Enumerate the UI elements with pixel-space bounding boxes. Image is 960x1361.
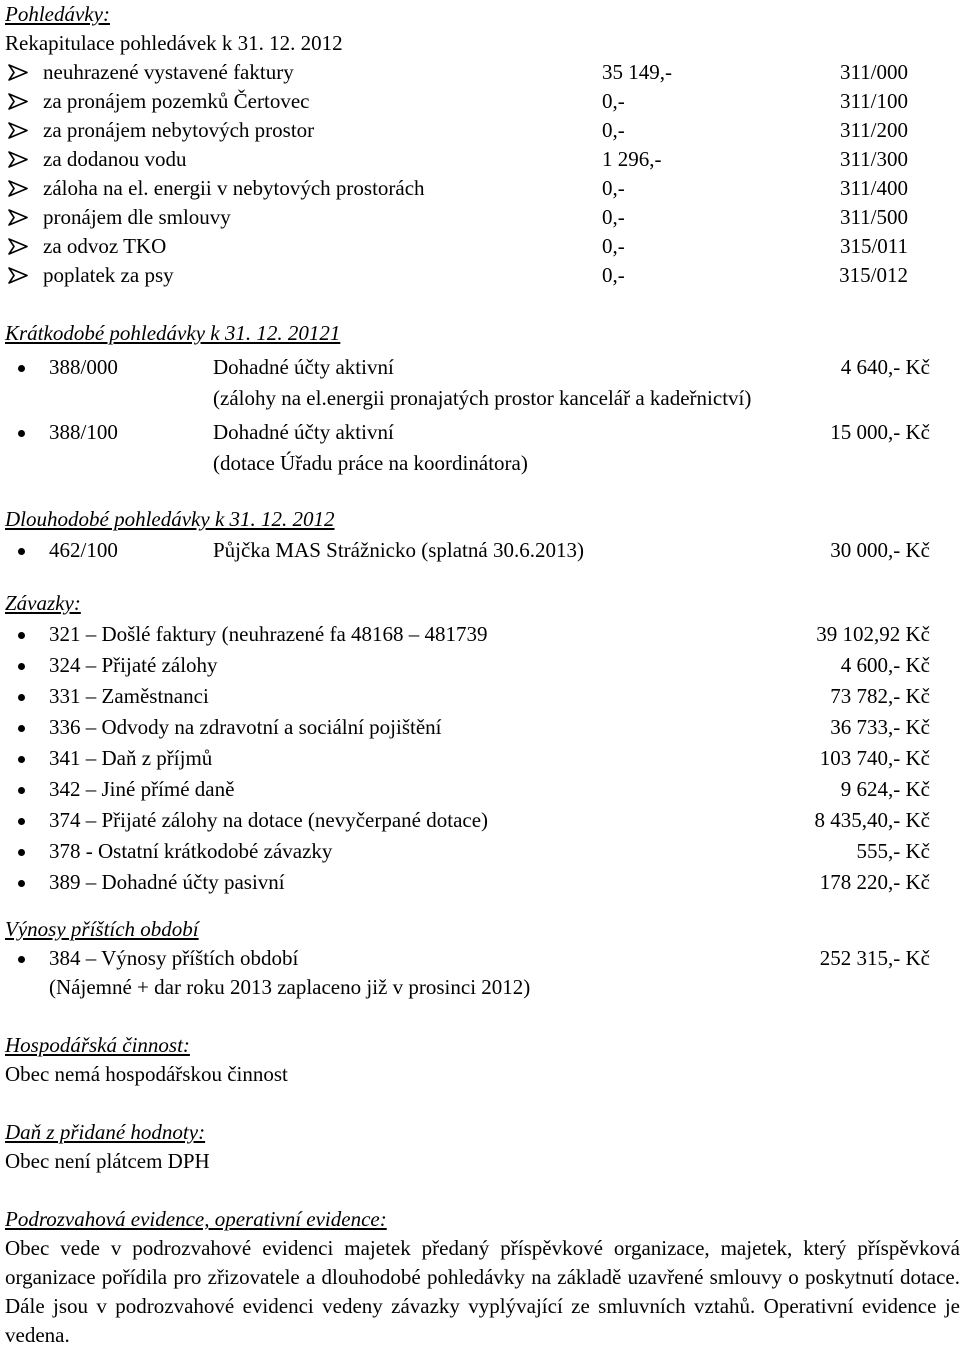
liability-value: 9 624,- Kč	[840, 777, 930, 801]
short-term-desc: Dohadné účty aktivní	[213, 355, 394, 379]
arrowhead-icon	[7, 232, 31, 261]
arrowhead-icon	[7, 58, 31, 87]
receivable-account: 315/012	[839, 263, 908, 287]
vat-heading: Daň z přidané hodnoty:	[5, 1120, 206, 1144]
receivable-account: 311/000	[839, 60, 908, 84]
short-term-code: 388/100	[49, 420, 118, 444]
short-term-note-row	[5, 384, 960, 418]
bullet-icon	[18, 787, 25, 794]
liability-text: 336 – Odvody na zdravotní a sociální pojištění	[49, 715, 442, 739]
liability-row	[5, 713, 960, 744]
arrowhead-icon	[7, 145, 31, 174]
short-term-heading: Krátkodobé pohledávky k 31. 12. 20121	[5, 321, 341, 345]
liability-text: 389 – Dohadné účty pasivní	[49, 870, 285, 894]
receivable-amount: 0,-	[602, 263, 625, 287]
liability-value: 4 600,- Kč	[840, 653, 930, 677]
future-revenue-row	[5, 944, 960, 973]
document	[5, 0, 960, 1350]
receivable-row	[5, 261, 960, 290]
off-balance-heading: Podrozvahová evidence, operativní evidence:	[5, 1207, 387, 1231]
bullet-icon	[18, 548, 25, 555]
bullet-icon	[18, 880, 25, 887]
receivable-label: záloha na el. energii v nebytových prostorách	[43, 176, 425, 200]
liability-row	[5, 775, 960, 806]
bullet-icon	[18, 663, 25, 670]
liability-value: 39 102,92 Kč	[816, 622, 930, 646]
arrowhead-icon	[7, 87, 31, 116]
short-term-value: 4 640,- Kč	[840, 355, 930, 379]
future-revenue-note: (Nájemné + dar roku 2013 zaplaceno již v prosinci 2012)	[49, 975, 531, 999]
liability-text: 331 – Zaměstnanci	[49, 684, 209, 708]
liability-text: 378 - Ostatní krátkodobé závazky	[49, 839, 333, 863]
receivable-row	[5, 232, 960, 261]
liability-value: 555,- Kč	[856, 839, 930, 863]
receivable-label: za pronájem nebytových prostor	[43, 118, 315, 142]
long-term-heading: Dlouhodobé pohledávky k 31. 12. 2012	[5, 507, 335, 531]
receivables-heading: Pohledávky:	[5, 2, 110, 26]
receivable-amount: 0,-	[602, 205, 625, 229]
receivable-amount: 35 149,-	[602, 60, 672, 84]
receivable-amount: 0,-	[602, 176, 625, 200]
receivable-row	[5, 145, 960, 174]
receivables-recap: Rekapitulace pohledávek k 31. 12. 2012	[5, 31, 343, 55]
future-revenue-value: 252 315,- Kč	[819, 946, 930, 970]
liability-text: 374 – Přijaté zálohy na dotace (nevyčerpané dotace)	[49, 808, 489, 832]
receivable-account: 311/300	[839, 147, 908, 171]
receivable-row	[5, 87, 960, 116]
short-term-note: (dotace Úřadu práce na koordinátora)	[213, 451, 528, 475]
receivable-label: neuhrazené vystavené faktury	[43, 60, 294, 84]
receivable-label: za pronájem pozemků Čertovec	[43, 89, 310, 113]
receivables-list	[5, 58, 960, 290]
long-term-code: 462/100	[49, 538, 118, 562]
liability-value: 178 220,- Kč	[819, 870, 930, 894]
liability-value: 8 435,40,- Kč	[814, 808, 930, 832]
long-term-desc: Půjčka MAS Strážnicko (splatná 30.6.2013)	[213, 538, 584, 562]
receivable-amount: 0,-	[602, 118, 625, 142]
short-term-value: 15 000,- Kč	[830, 420, 930, 444]
short-term-note: (zálohy na el.energii pronajatých prostor kancelář a kadeřnictví)	[213, 386, 752, 410]
receivable-amount: 0,-	[602, 234, 625, 258]
receivable-account: 311/100	[839, 89, 908, 113]
liability-row	[5, 806, 960, 837]
receivable-row	[5, 58, 960, 87]
bullet-icon	[18, 430, 25, 437]
business-heading: Hospodářská činnost:	[5, 1033, 190, 1057]
bullet-icon	[18, 694, 25, 701]
off-balance-text: Obec vede v podrozvahové evidenci majetek předaný příspěvkové organizace, majetek, který příspěvková organizace pořídila pro zřizovatele a dlouhodobé pohledávky na základě uzavřené smlouvy o poskytnutí dotace. Dále jsou v podrozvahové evidenci vedeny závazky vyplývající ze smluvních vztahů. Operativní evidence je vedena.	[5, 1236, 960, 1347]
future-revenue-heading: Výnosy příštích období	[5, 917, 199, 941]
future-revenue-text: 384 – Výnosy příštích období	[49, 946, 299, 970]
receivable-account: 311/500	[839, 205, 908, 229]
receivable-amount: 0,-	[602, 89, 625, 113]
arrowhead-icon	[7, 116, 31, 145]
liability-value: 36 733,- Kč	[830, 715, 930, 739]
vat-text: Obec není plátcem DPH	[5, 1149, 210, 1173]
liability-text: 342 – Jiné přímé daně	[49, 777, 235, 801]
short-term-row	[5, 418, 960, 449]
receivable-row	[5, 203, 960, 232]
receivable-row	[5, 174, 960, 203]
arrowhead-icon	[7, 261, 31, 290]
liabilities-heading: Závazky:	[5, 591, 81, 615]
arrowhead-icon	[7, 174, 31, 203]
liability-text: 341 – Daň z příjmů	[49, 746, 213, 770]
short-term-code: 388/000	[49, 355, 118, 379]
bullet-icon	[18, 365, 25, 372]
bullet-icon	[18, 725, 25, 732]
liability-row	[5, 868, 960, 899]
arrowhead-icon	[7, 203, 31, 232]
short-term-row	[5, 353, 960, 384]
receivable-row	[5, 116, 960, 145]
liability-row	[5, 620, 960, 651]
liability-row	[5, 682, 960, 713]
receivable-amount: 1 296,-	[602, 147, 662, 171]
long-term-value: 30 000,- Kč	[830, 538, 930, 562]
liability-row	[5, 744, 960, 775]
liabilities-list	[5, 620, 960, 899]
receivable-account: 311/400	[839, 176, 908, 200]
receivable-label: pronájem dle smlouvy	[43, 205, 231, 229]
short-term-list	[5, 353, 960, 483]
short-term-desc: Dohadné účty aktivní	[213, 420, 394, 444]
bullet-icon	[18, 632, 25, 639]
receivable-label: za dodanou vodu	[43, 147, 187, 171]
receivable-label: poplatek za psy	[43, 263, 174, 287]
long-term-list	[5, 536, 960, 567]
liability-row	[5, 837, 960, 868]
bullet-icon	[18, 956, 25, 963]
receivable-label: za odvoz TKO	[43, 234, 167, 258]
liability-value: 103 740,- Kč	[819, 746, 930, 770]
receivable-account: 311/200	[839, 118, 908, 142]
bullet-icon	[18, 818, 25, 825]
liability-text: 324 – Přijaté zálohy	[49, 653, 218, 677]
short-term-note-row	[5, 449, 960, 483]
liability-row	[5, 651, 960, 682]
long-term-row	[5, 536, 960, 567]
future-revenue-note-row	[5, 973, 960, 1002]
business-text: Obec nemá hospodářskou činnost	[5, 1062, 288, 1086]
bullet-icon	[18, 849, 25, 856]
liability-text: 321 – Došlé faktury (neuhrazené fa 48168 – 481739	[49, 622, 488, 646]
liability-value: 73 782,- Kč	[830, 684, 930, 708]
receivable-account: 315/011	[839, 234, 908, 258]
bullet-icon	[18, 756, 25, 763]
